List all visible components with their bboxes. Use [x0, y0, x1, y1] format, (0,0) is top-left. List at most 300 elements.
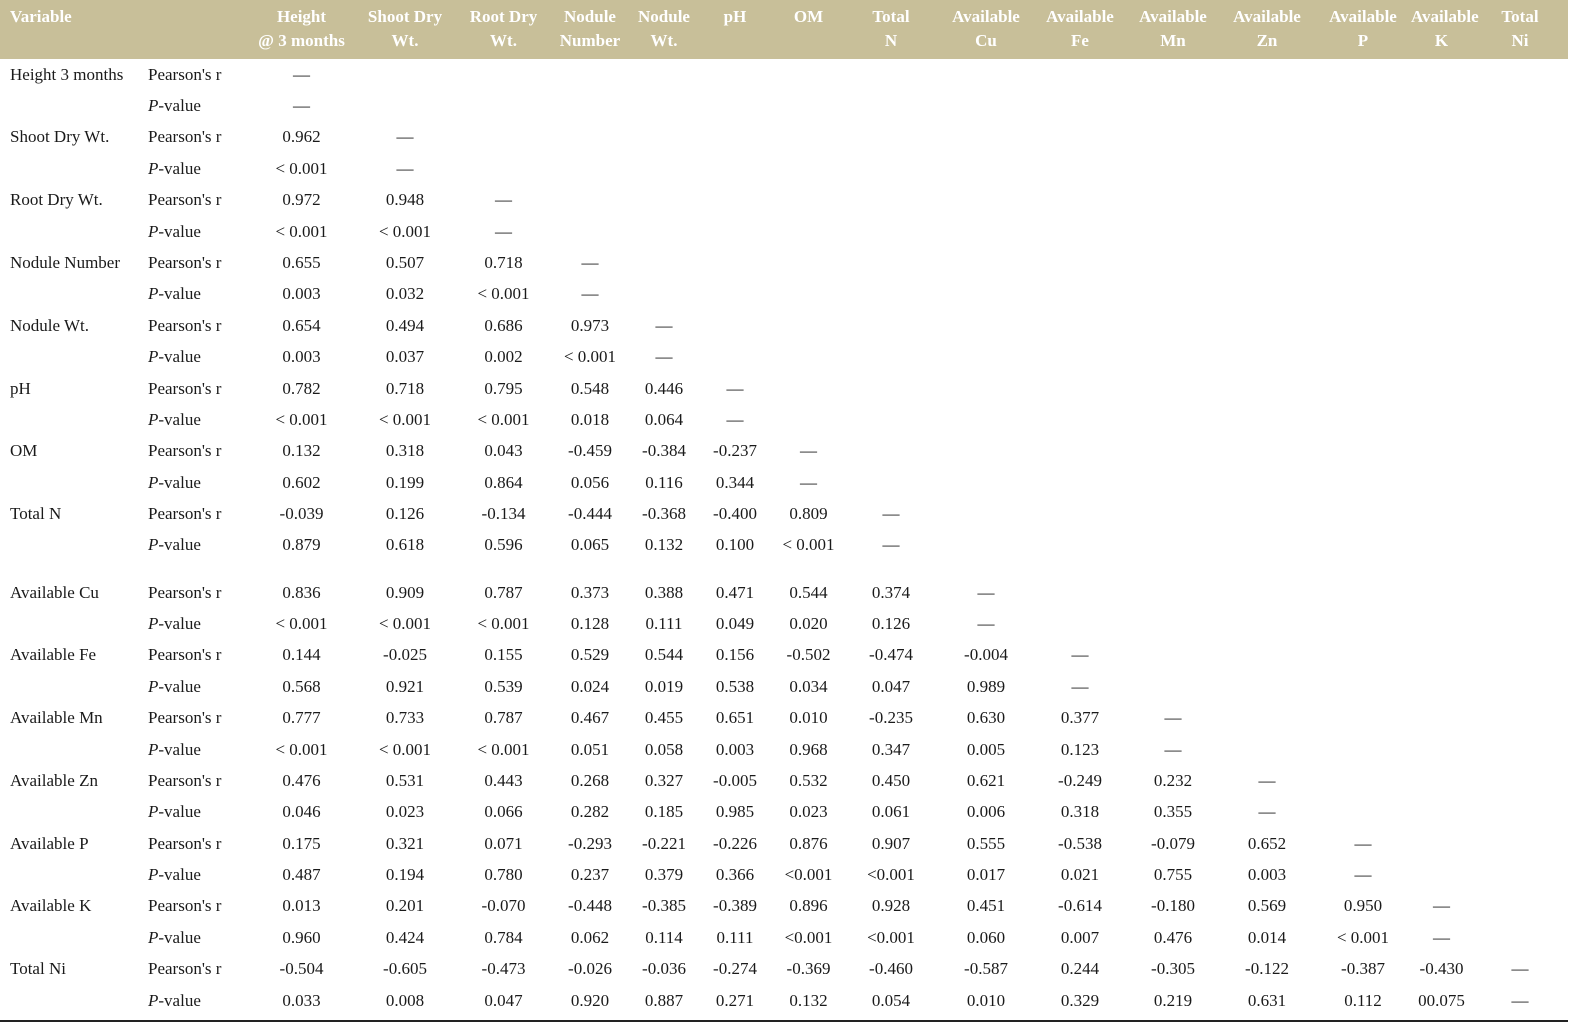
table-cell: [1411, 734, 1472, 765]
table-cell: 0.654: [282, 315, 321, 335]
table-cell: [1315, 279, 1411, 310]
table-cell: [939, 247, 1033, 278]
table-cell: [548, 59, 632, 90]
table-cell: [1033, 90, 1127, 121]
table-cell: [1219, 279, 1315, 310]
table-cell: 0.100: [715, 534, 755, 554]
table-cell: 0.450: [871, 770, 911, 790]
table-cell: [1127, 153, 1219, 184]
table-cell: 0.921: [385, 676, 425, 696]
table-cell: 0.618: [385, 534, 425, 554]
table-cell: < 0.001: [1336, 927, 1390, 947]
table-cell: [1219, 498, 1315, 529]
header-line-2: @ 3 months: [258, 31, 345, 50]
table-cell: -0.538: [1058, 833, 1102, 853]
table-cell: 0.355: [1153, 802, 1193, 822]
statistic-label-p-value: [144, 90, 252, 121]
table-cell: [1315, 342, 1411, 373]
table-cell: 0.962: [282, 127, 321, 147]
table-cell: [1219, 59, 1315, 90]
variable-name: OM: [10, 441, 38, 461]
table-cell: [1411, 765, 1472, 796]
header-variable: Variable: [10, 7, 72, 26]
table-cell: [1411, 59, 1472, 90]
table-cell: 0.329: [1060, 990, 1100, 1010]
p-letter: P: [148, 534, 159, 554]
table-cell: —: [1433, 927, 1450, 947]
table-cell: [1411, 436, 1472, 467]
table-cell: 0.896: [789, 896, 828, 916]
table-cell: [1033, 467, 1127, 498]
p-suffix: -value: [158, 284, 201, 304]
table-cell: [1472, 436, 1568, 467]
table-cell: -0.226: [713, 833, 757, 853]
table-cell: 0.471: [715, 582, 755, 602]
statistic-label-pearson: Pearson's r: [148, 378, 222, 398]
variable-name: Available K: [10, 896, 92, 916]
table-cell: 0.318: [1060, 802, 1100, 822]
p-value-row: [0, 404, 1568, 435]
table-cell: [939, 59, 1033, 90]
table-cell: [939, 310, 1033, 341]
table-cell: 0.651: [715, 708, 755, 728]
table-cell: [843, 185, 939, 216]
variable-name: [0, 467, 144, 498]
table-cell: 0.443: [484, 770, 523, 790]
p-letter: P: [148, 347, 159, 367]
table-cell: [1219, 436, 1315, 467]
p-letter: P: [148, 96, 159, 116]
table-cell: [1315, 498, 1411, 529]
table-cell: 0.071: [484, 833, 523, 853]
table-cell: -0.274: [713, 959, 757, 979]
table-cell: [1219, 247, 1315, 278]
p-suffix: -value: [158, 990, 201, 1010]
header-line-2: N: [884, 31, 898, 50]
table-cell: —: [293, 64, 310, 84]
table-cell: —: [1354, 833, 1372, 853]
table-cell: -0.385: [642, 896, 686, 916]
table-cell: [1411, 310, 1472, 341]
p-suffix: -value: [158, 927, 201, 947]
table-cell: [843, 216, 939, 247]
statistic-label-p-value: [144, 671, 252, 702]
table-cell: [696, 59, 774, 90]
table-cell: 0.569: [1247, 896, 1287, 916]
table-cell: [1219, 608, 1315, 639]
variable-name: [0, 90, 144, 121]
table-cell: 0.531: [385, 770, 425, 790]
table-cell: 0.023: [789, 802, 828, 822]
table-cell: -0.005: [713, 770, 757, 790]
table-cell: —: [581, 253, 599, 273]
header-line-2: Fe: [1071, 31, 1089, 50]
table-cell: —: [1164, 708, 1182, 728]
table-cell: —: [495, 190, 512, 210]
table-cell: [1127, 216, 1219, 247]
table-cell: [351, 59, 459, 90]
table-cell: 0.034: [789, 676, 828, 696]
table-cell: 0.128: [570, 613, 610, 633]
table-cell: [1315, 577, 1411, 608]
header-line-2: Wt.: [490, 31, 517, 50]
table-cell: 0.347: [871, 739, 911, 759]
p-value-row: [0, 342, 1568, 373]
table-cell: [696, 185, 774, 216]
p-suffix: -value: [158, 865, 201, 885]
table-cell: [459, 90, 548, 121]
table-cell: —: [581, 284, 599, 304]
table-cell: 0.008: [385, 990, 425, 1010]
header-row: [0, 0, 1568, 59]
variable-name: [0, 608, 144, 639]
table-cell: 0.002: [484, 347, 523, 367]
header-column: [1127, 0, 1219, 59]
header-line-1: Available: [1329, 7, 1397, 26]
table-cell: [1033, 436, 1127, 467]
table-cell: 0.920: [570, 990, 610, 1010]
statistic-label-pearson: Pearson's r: [148, 833, 222, 853]
table-cell: -0.180: [1151, 896, 1195, 916]
table-cell: 0.019: [644, 676, 684, 696]
table-cell: [1472, 153, 1568, 184]
variable-name: [0, 734, 144, 765]
table-cell: [632, 90, 696, 121]
table-cell: < 0.001: [275, 409, 328, 429]
table-cell: —: [726, 409, 744, 429]
table-cell: 0.718: [385, 378, 425, 398]
table-cell: [843, 404, 939, 435]
table-cell: [1411, 216, 1472, 247]
table-cell: 0.928: [871, 896, 911, 916]
table-cell: < 0.001: [275, 613, 328, 633]
table-cell: [843, 467, 939, 498]
variable-name: [0, 797, 144, 828]
table-cell: [1472, 90, 1568, 121]
table-cell: [939, 467, 1033, 498]
table-cell: [1315, 671, 1411, 702]
table-cell: [1472, 279, 1568, 310]
pearson-row: [0, 373, 1568, 404]
table-cell: —: [882, 504, 900, 524]
table-cell: 0.282: [570, 802, 610, 822]
statistic-label-p-value: [144, 404, 252, 435]
table-cell: [1411, 702, 1472, 733]
table-cell: [843, 153, 939, 184]
table-cell: [1411, 640, 1472, 671]
table-cell: -0.079: [1151, 833, 1195, 853]
table-cell: 0.446: [644, 378, 684, 398]
table-cell: -0.369: [786, 959, 831, 979]
statistic-label-pearson: Pearson's r: [148, 441, 222, 461]
table-cell: [843, 90, 939, 121]
statistic-label-p-value: [144, 216, 252, 247]
table-cell: [1127, 310, 1219, 341]
table-cell: [843, 122, 939, 153]
table-cell: 0.507: [385, 253, 425, 273]
p-value-row: [0, 671, 1568, 702]
table-cell: 0.271: [715, 990, 755, 1010]
table-cell: —: [800, 441, 817, 461]
table-cell: [1127, 608, 1219, 639]
table-cell: 0.388: [644, 582, 684, 602]
variable-name: [0, 671, 144, 702]
table-cell: -0.070: [481, 896, 526, 916]
variable-name: Available Mn: [10, 708, 103, 728]
table-cell: 0.021: [1060, 865, 1100, 885]
table-cell: [1315, 373, 1411, 404]
table-cell: [1472, 671, 1568, 702]
table-cell: [1472, 530, 1568, 577]
table-cell: [1033, 373, 1127, 404]
header-column: [1411, 0, 1479, 59]
table-cell: [1411, 797, 1472, 828]
table-cell: [1033, 122, 1127, 153]
table-cell: 0.156: [715, 645, 755, 665]
pearson-row: [0, 765, 1568, 796]
table-cell: [939, 530, 1033, 577]
table-cell: [1472, 185, 1568, 216]
table-cell: 0.194: [385, 865, 425, 885]
table-cell: 0.061: [871, 802, 911, 822]
table-cell: —: [977, 613, 995, 633]
table-cell: —: [1511, 990, 1529, 1010]
p-letter: P: [148, 472, 159, 492]
p-value-row: [0, 734, 1568, 765]
table-cell: [1127, 577, 1219, 608]
table-cell: [1315, 247, 1411, 278]
table-cell: 0.049: [715, 613, 755, 633]
p-suffix: -value: [158, 96, 201, 116]
table-cell: -0.504: [279, 959, 324, 979]
table-cell: 0.201: [385, 896, 425, 916]
table-cell: 0.879: [282, 534, 321, 554]
table-cell: [696, 342, 774, 373]
table-cell: 0.876: [789, 833, 828, 853]
table-cell: —: [396, 127, 414, 147]
table-cell: 0.809: [789, 504, 828, 524]
p-suffix: -value: [158, 613, 201, 633]
table-cell: 0.114: [645, 927, 683, 947]
p-letter: P: [148, 990, 159, 1010]
variable-name: Total N: [10, 504, 62, 524]
variable-name: [0, 922, 144, 953]
table-cell: [774, 310, 843, 341]
p-value-row: [0, 153, 1568, 184]
table-cell: 0.060: [966, 927, 1006, 947]
table-cell: -0.448: [568, 896, 612, 916]
table-cell: [696, 90, 774, 121]
p-letter: P: [148, 613, 159, 633]
table-cell: —: [293, 96, 310, 116]
table-cell: [1033, 342, 1127, 373]
table-cell: [1411, 342, 1472, 373]
table-cell: [1472, 765, 1568, 796]
table-cell: 0.185: [644, 802, 684, 822]
statistic-label-pearson: Pearson's r: [148, 127, 222, 147]
variable-name: Available Fe: [10, 645, 97, 665]
table-cell: [939, 122, 1033, 153]
table-cell: [1127, 90, 1219, 121]
table-cell: [1411, 185, 1472, 216]
table-cell: 0.051: [570, 739, 610, 759]
header-line-1: Available: [952, 7, 1020, 26]
table-cell: [459, 59, 548, 90]
table-cell: [1315, 608, 1411, 639]
table-cell: 0.237: [570, 865, 610, 885]
table-cell: 0.010: [966, 990, 1006, 1010]
header-column: [1219, 0, 1315, 59]
statistic-label-p-value: [144, 734, 252, 765]
table-cell: 0.631: [1247, 990, 1287, 1010]
table-cell: [1411, 90, 1472, 121]
variable-name: pH: [10, 378, 31, 398]
table-cell: [939, 436, 1033, 467]
table-cell: 0.467: [570, 708, 610, 728]
header-column: [351, 0, 459, 59]
pearson-row: [0, 247, 1568, 278]
table-cell: 0.538: [715, 676, 755, 696]
table-cell: [1315, 797, 1411, 828]
table-cell: <0.001: [784, 927, 833, 947]
table-cell: 0.007: [1060, 927, 1100, 947]
table-cell: [1127, 122, 1219, 153]
table-cell: 0.476: [1153, 927, 1193, 947]
table-cell: [1411, 279, 1472, 310]
table-cell: 0.046: [282, 802, 321, 822]
table-cell: 0.960: [282, 927, 321, 947]
table-cell: < 0.001: [275, 158, 328, 178]
table-cell: -0.004: [964, 645, 1008, 665]
table-cell: [1127, 185, 1219, 216]
table-cell: [1411, 373, 1472, 404]
header-column: [843, 0, 939, 59]
table-cell: 0.003: [282, 284, 321, 304]
p-value-row: [0, 797, 1568, 828]
table-cell: 0.066: [484, 802, 523, 822]
table-cell: [1219, 467, 1315, 498]
table-cell: 0.126: [385, 504, 425, 524]
variable-name: [0, 404, 144, 435]
header-line-2: Zn: [1256, 31, 1278, 50]
table-cell: -0.387: [1341, 959, 1385, 979]
table-cell: 0.244: [1060, 959, 1100, 979]
table-cell: [1315, 734, 1411, 765]
header-line-1: Total: [872, 7, 910, 26]
table-cell: [774, 279, 843, 310]
p-letter: P: [148, 802, 159, 822]
table-cell: [843, 310, 939, 341]
table-cell: [939, 185, 1033, 216]
table-cell: -0.036: [642, 959, 686, 979]
table-cell: [939, 498, 1033, 529]
table-cell: 0.787: [484, 582, 523, 602]
table-cell: [1315, 59, 1411, 90]
table-cell: [774, 342, 843, 373]
table-cell: -0.122: [1245, 959, 1289, 979]
table-cell: 0.621: [966, 770, 1006, 790]
statistic-label-pearson: Pearson's r: [148, 896, 222, 916]
table-cell: [1411, 828, 1472, 859]
statistic-label-p-value: [144, 467, 252, 498]
table-cell: [1127, 530, 1219, 577]
table-cell: 0.005: [966, 739, 1006, 759]
table-cell: [1315, 436, 1411, 467]
table-cell: [1127, 59, 1219, 90]
table-cell: < 0.001: [563, 347, 617, 367]
table-cell: 0.003: [1247, 865, 1287, 885]
table-cell: [1315, 765, 1411, 796]
table-cell: [1219, 577, 1315, 608]
table-cell: 0.014: [1247, 927, 1287, 947]
table-cell: [1127, 279, 1219, 310]
statistic-label-p-value: [144, 530, 252, 577]
table-cell: [1033, 310, 1127, 341]
pearson-row: [0, 640, 1568, 671]
table-cell: [1472, 702, 1568, 733]
table-cell: [939, 153, 1033, 184]
table-cell: -0.384: [642, 441, 686, 461]
table-cell: < 0.001: [378, 221, 432, 241]
table-cell: [632, 247, 696, 278]
table-cell: —: [800, 472, 817, 492]
table-cell: [1219, 185, 1315, 216]
table-cell: —: [1258, 802, 1276, 822]
p-value-row: [0, 859, 1568, 890]
table-cell: [1411, 608, 1472, 639]
table-cell: [1472, 404, 1568, 435]
table-cell: —: [1433, 896, 1450, 916]
table-cell: 0.568: [282, 676, 321, 696]
table-cell: 0.132: [282, 441, 321, 461]
table-cell: 0.033: [282, 990, 321, 1010]
table-cell: 0.532: [789, 770, 828, 790]
table-cell: [632, 122, 696, 153]
table-cell: [843, 247, 939, 278]
statistic-label-pearson: Pearson's r: [148, 959, 222, 979]
table-cell: 0.344: [715, 472, 755, 492]
table-cell: [696, 153, 774, 184]
table-cell: [1472, 216, 1568, 247]
table-cell: 0.795: [484, 378, 523, 398]
table-cell: [459, 122, 548, 153]
p-letter: P: [148, 739, 159, 759]
table-cell: [1472, 373, 1568, 404]
table-cell: [1472, 922, 1568, 953]
header-line-2: Wt.: [391, 31, 419, 50]
p-suffix: -value: [158, 802, 201, 822]
table-cell: [1411, 467, 1472, 498]
table-cell: [843, 436, 939, 467]
table-cell: -0.605: [383, 959, 427, 979]
table-cell: 0.655: [282, 253, 321, 273]
table-cell: [774, 216, 843, 247]
variable-name: [0, 279, 144, 310]
table-cell: -0.249: [1058, 770, 1102, 790]
p-letter: P: [148, 927, 159, 947]
table-cell: [1472, 608, 1568, 639]
table-cell: 0.006: [966, 802, 1006, 822]
table-cell: < 0.001: [378, 409, 432, 429]
header-line-1: Available: [1046, 7, 1114, 26]
table-cell: 0.379: [644, 865, 684, 885]
table-cell: -0.474: [869, 645, 913, 665]
table-cell: [774, 247, 843, 278]
table-cell: [632, 59, 696, 90]
table-cell: 0.155: [484, 645, 523, 665]
statistic-label-pearson: Pearson's r: [148, 253, 222, 273]
header-line-2: K: [1434, 31, 1449, 50]
